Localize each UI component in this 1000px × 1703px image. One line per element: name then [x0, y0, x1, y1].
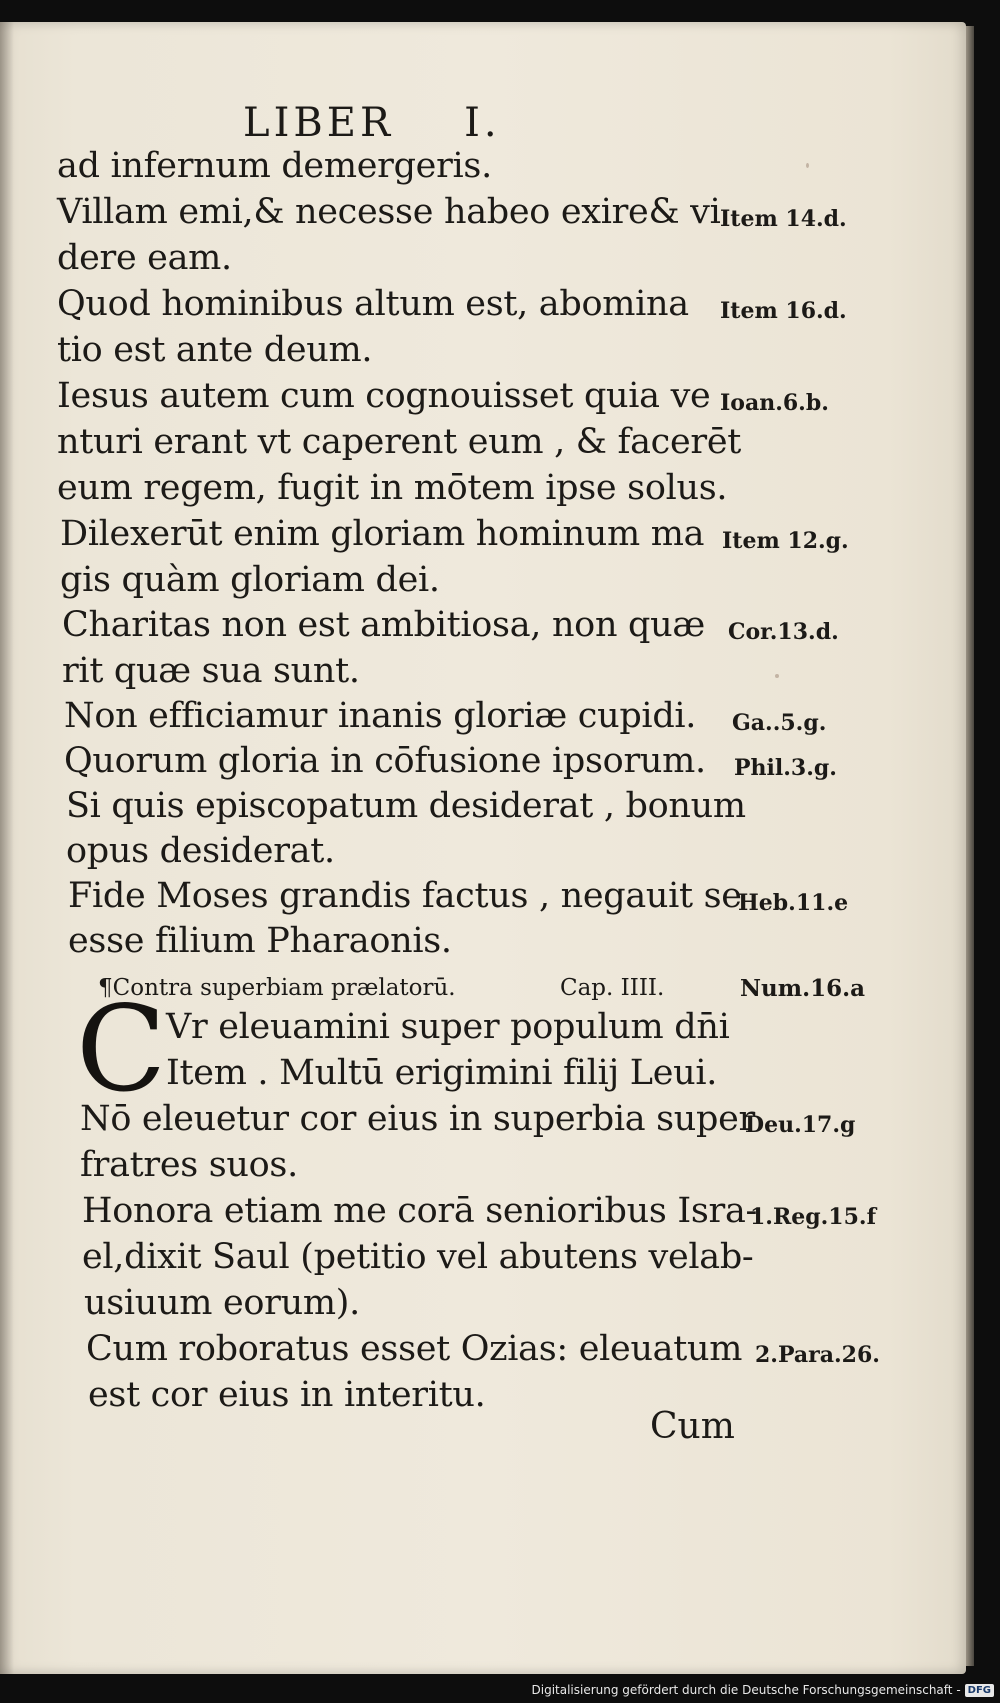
digitization-credit: [532, 1679, 995, 1701]
text-line: dere eam.: [57, 238, 232, 278]
margin-reference: Cor.13.d.: [728, 619, 839, 645]
text-line: Non efficiamur inanis gloriæ cupidi.: [64, 696, 697, 736]
text-line: gis quàm gloriam dei.: [60, 560, 440, 600]
chapter-number: Cap. IIII.: [560, 975, 665, 1001]
margin-reference: Num.16.a: [740, 975, 866, 1002]
text-line: Quod hominibus altum est, abomina: [57, 284, 689, 324]
header-title: LIBER: [243, 100, 395, 146]
margin-reference: Item 12.g.: [722, 528, 849, 554]
text-line: Villam emi,& necesse habeo exire& vi: [57, 192, 721, 232]
text-line: eum regem, fugit in mōtem ipse solus.: [57, 468, 728, 508]
margin-reference: Item 14.d.: [720, 206, 847, 232]
text-line: Quorum gloria in cōfusione ipsorum.: [64, 741, 706, 781]
text-line: Item . Multū erigimini filij Leui.: [166, 1053, 718, 1093]
ink-spot: [806, 163, 809, 168]
text-line: Fide Moses grandis factus , negauit se: [68, 876, 742, 916]
text-line: Si quis episcopatum desiderat , bonum: [66, 786, 746, 826]
text-line: Iesus autem cum cognouisset quia ve: [57, 376, 711, 416]
text-line: Honora etiam me corā senioribus Isra-: [82, 1191, 758, 1231]
text-line: rit quæ sua sunt.: [62, 651, 360, 691]
text-line: tio est ante deum.: [57, 330, 373, 370]
text-line: Charitas non est ambitiosa, non quæ: [62, 605, 705, 645]
text-line: usiuum eorum).: [84, 1283, 360, 1323]
text-line: opus desiderat.: [66, 831, 335, 871]
page-edge: [966, 26, 974, 1666]
dfg-logo-icon: DFG: [965, 1684, 994, 1697]
ink-spot: [775, 674, 779, 678]
text-line: est cor eius in interitu.: [88, 1375, 486, 1415]
text-line: esse filium Pharaonis.: [68, 921, 452, 961]
drop-initial: C: [76, 980, 167, 1118]
margin-reference: Heb.11.e: [738, 890, 849, 916]
text-line: nturi erant vt caperent eum , & facerēt: [57, 422, 742, 462]
text-line: Nō eleuetur cor eius in superbia super: [80, 1099, 755, 1139]
text-line: ad infernum demergeris.: [57, 146, 492, 186]
credit-text: Digitalisierung gefördert durch die Deutsche Forschungsgemeinschaft -: [531, 1683, 961, 1697]
binding-shadow: [0, 22, 14, 1674]
margin-reference: Item 16.d.: [720, 298, 847, 324]
chapter-heading: ¶Contra superbiam prælatorū.: [98, 975, 456, 1001]
text-line: Cum roboratus esset Ozias: eleuatum: [86, 1329, 743, 1369]
text-line: el,dixit Saul (petitio vel abutens velab-: [82, 1237, 754, 1277]
margin-reference: 1.Reg.15.f: [750, 1204, 877, 1230]
header-number: I.: [464, 100, 501, 146]
catchword: Cum: [650, 1406, 735, 1447]
text-line: Vr eleuamini super populum dn̄i: [166, 1007, 730, 1047]
margin-reference: Ga..5.g.: [732, 710, 827, 736]
running-header: [243, 100, 501, 146]
margin-reference: Phil.3.g.: [734, 755, 837, 781]
text-line: fratres suos.: [80, 1145, 298, 1185]
margin-reference: Ioan.6.b.: [720, 390, 829, 416]
text-line: Dilexerūt enim gloriam hominum ma: [60, 514, 705, 554]
margin-reference: 2.Para.26.: [755, 1342, 880, 1368]
margin-reference: Deu.17.g: [745, 1112, 856, 1138]
